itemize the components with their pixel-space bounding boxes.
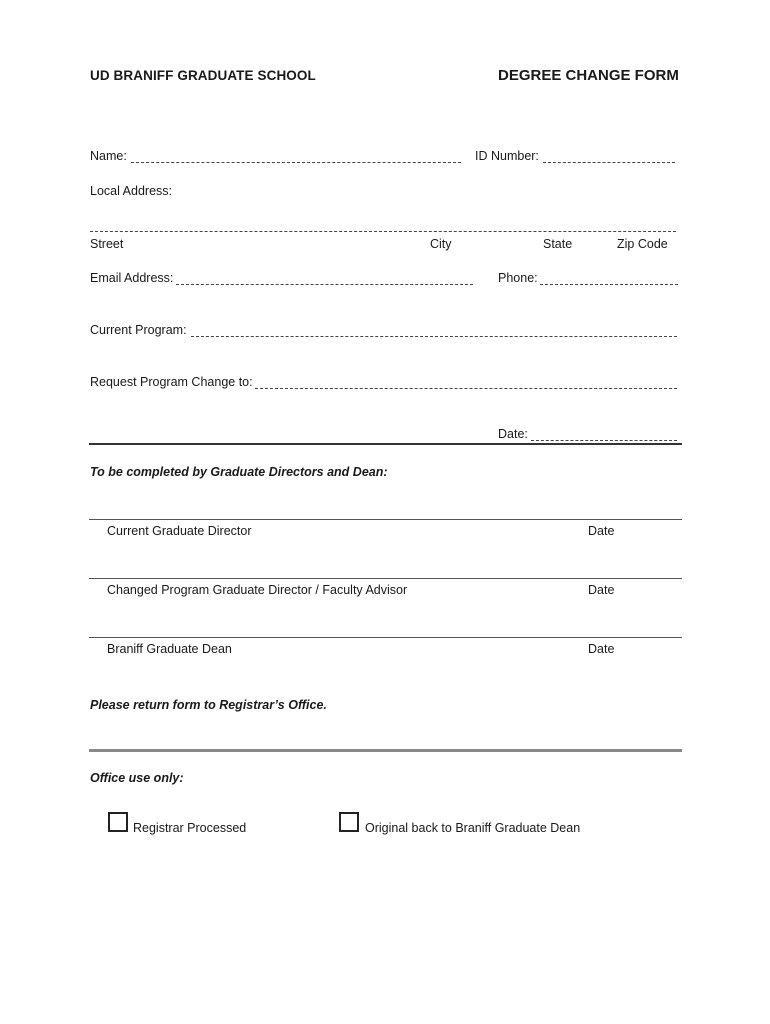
phone-field[interactable] xyxy=(540,284,678,285)
id-number-label: ID Number: xyxy=(475,149,539,163)
approvals-section-title: To be completed by Graduate Directors and Dean: xyxy=(90,465,388,479)
signature-line-current-director[interactable] xyxy=(89,519,682,520)
signature-line-changed-director[interactable] xyxy=(89,578,682,579)
name-label: Name: xyxy=(90,149,127,163)
current-program-label: Current Program: xyxy=(90,323,187,337)
changed-director-date-label: Date xyxy=(588,583,615,597)
office-divider xyxy=(89,749,682,752)
office-use-title: Office use only: xyxy=(90,771,184,785)
return-note: Please return form to Registrar’s Office. xyxy=(90,698,327,712)
registrar-processed-checkbox[interactable] xyxy=(108,812,128,832)
date-field[interactable] xyxy=(531,440,677,441)
request-change-field[interactable] xyxy=(255,388,677,389)
id-number-field[interactable] xyxy=(543,162,675,163)
street-label: Street xyxy=(90,237,124,251)
local-address-label: Local Address: xyxy=(90,184,172,198)
original-back-label: Original back to Braniff Graduate Dean xyxy=(365,821,581,835)
signature-line-dean[interactable] xyxy=(89,637,682,638)
form-title: DEGREE CHANGE FORM xyxy=(498,67,679,84)
state-label: State xyxy=(543,237,573,251)
section-divider xyxy=(89,443,682,445)
dean-label: Braniff Graduate Dean xyxy=(107,642,232,656)
local-address-field[interactable] xyxy=(90,231,676,232)
city-label: City xyxy=(430,237,452,251)
dean-date-label: Date xyxy=(588,642,615,656)
changed-director-label: Changed Program Graduate Director / Faculty Advisor xyxy=(107,583,408,597)
request-change-label: Request Program Change to: xyxy=(90,375,253,389)
current-program-field[interactable] xyxy=(191,336,677,337)
zip-code-label: Zip Code xyxy=(617,237,668,251)
original-back-checkbox[interactable] xyxy=(339,812,359,832)
date-label: Date: xyxy=(498,427,528,441)
current-director-date-label: Date xyxy=(588,524,615,538)
email-label: Email Address: xyxy=(90,271,174,285)
phone-label: Phone: xyxy=(498,271,538,285)
school-name: UD BRANIFF GRADUATE SCHOOL xyxy=(90,68,316,83)
current-director-label: Current Graduate Director xyxy=(107,524,252,538)
email-field[interactable] xyxy=(176,284,473,285)
name-field[interactable] xyxy=(131,162,461,163)
registrar-processed-label: Registrar Processed xyxy=(133,821,247,835)
